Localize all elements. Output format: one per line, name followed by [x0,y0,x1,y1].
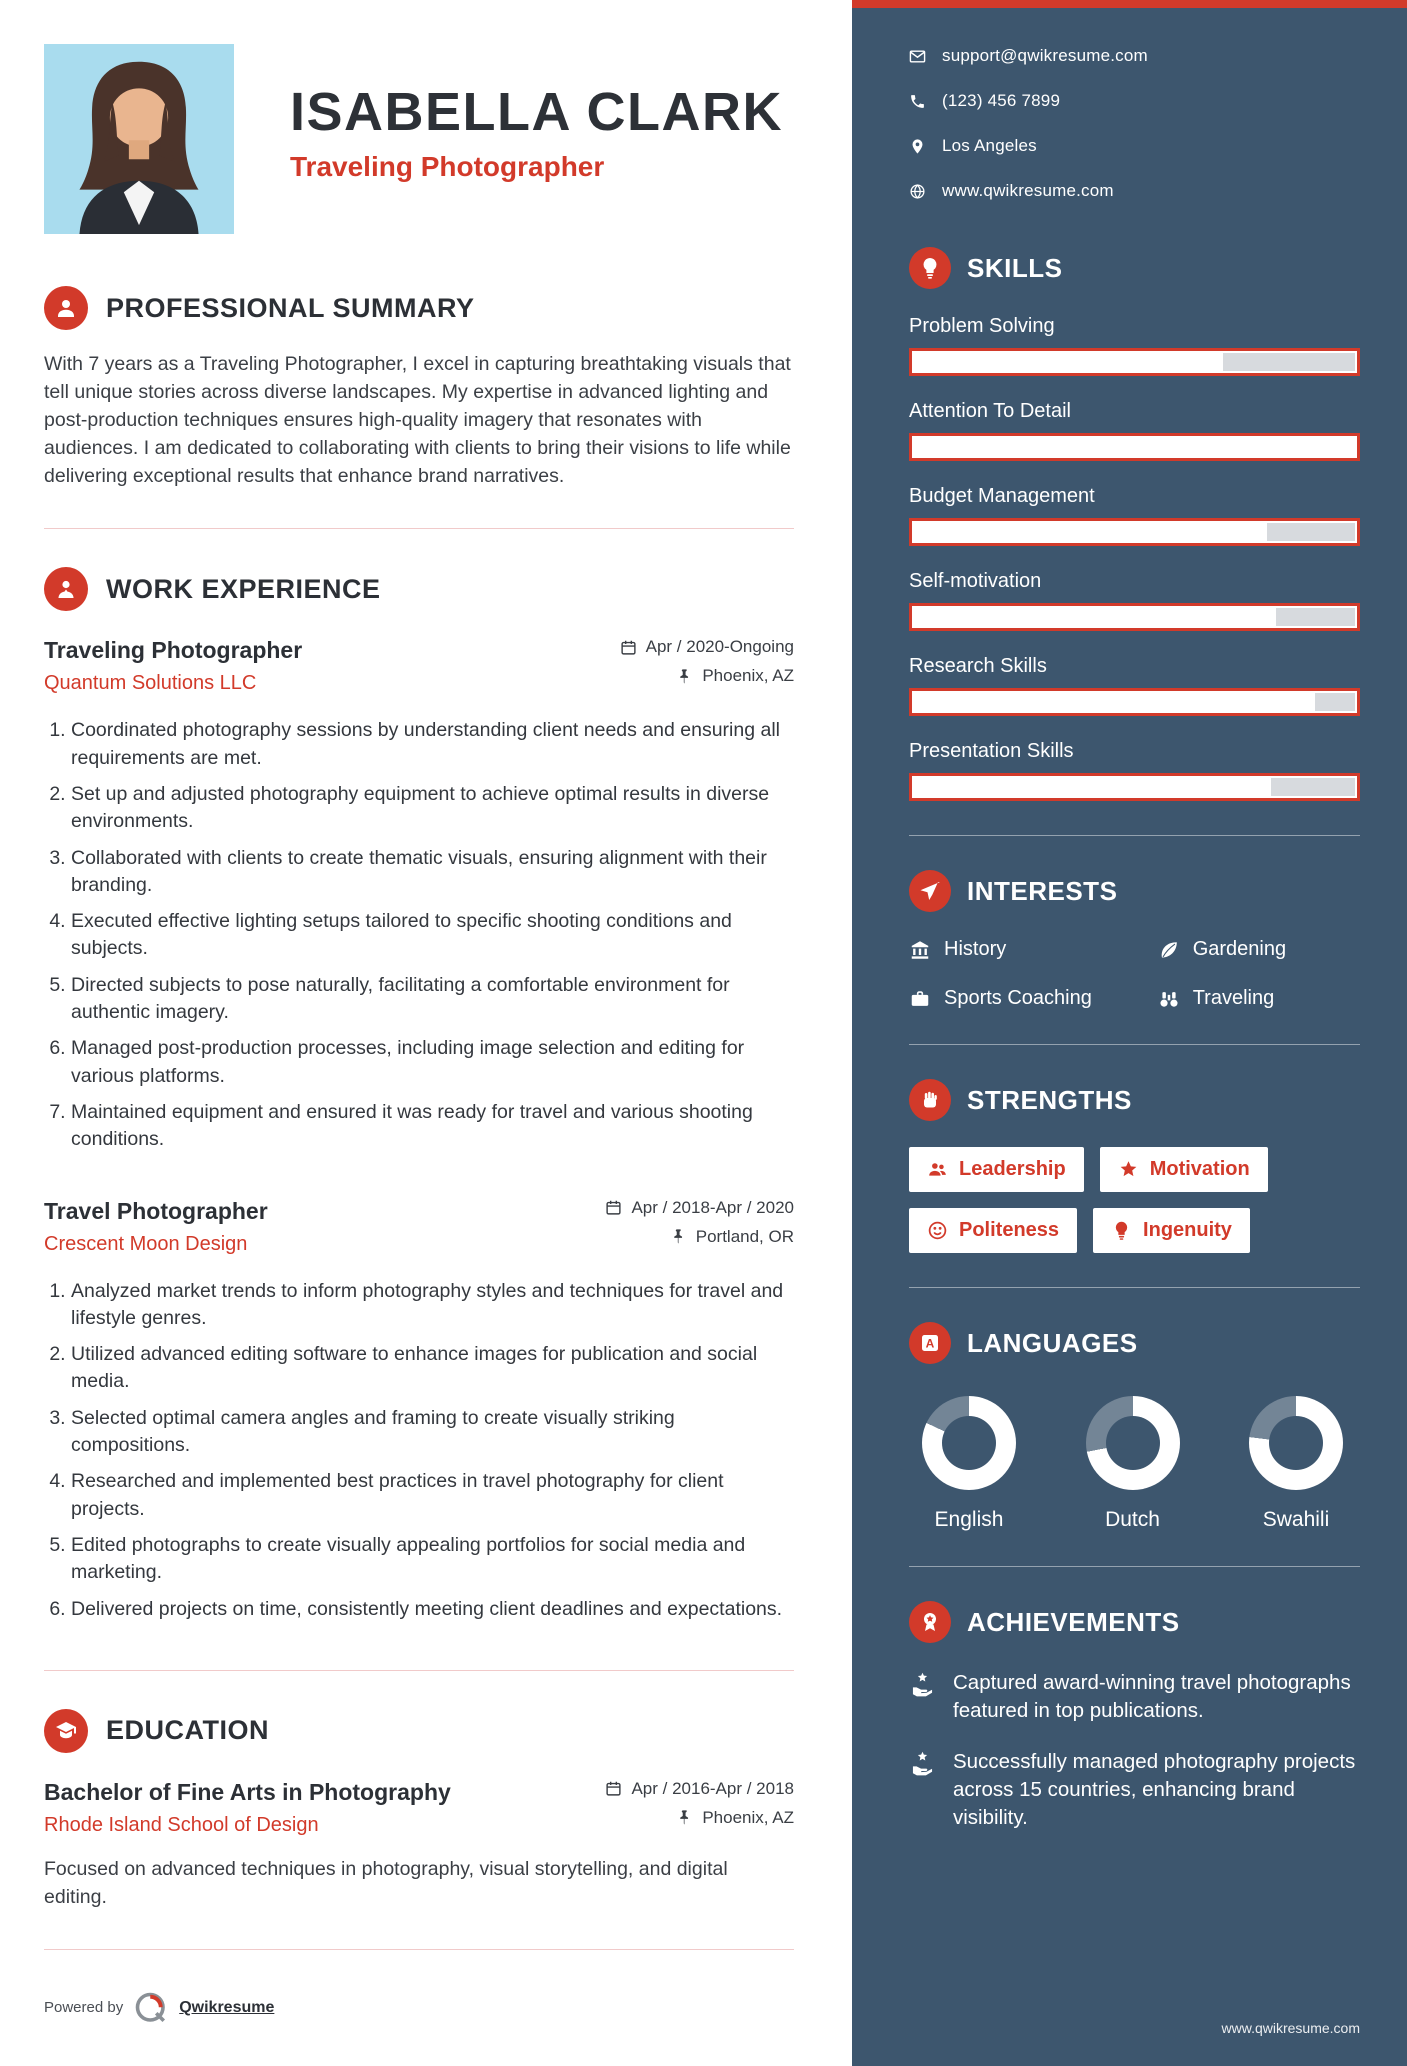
resume-header [44,44,794,234]
languages-row [909,1390,1360,1532]
job-bullet: 2. Set up and adjusted photography equipment to achieve optimal results in diverse environments. [71,781,794,836]
achievement-item [909,1748,1360,1831]
language-item [1073,1396,1193,1532]
education-meta [574,1779,794,1837]
calendar-icon [620,639,637,656]
calendar-icon [605,1780,622,1797]
sidebar-footer-url: www.qwikresume.com [1221,2019,1360,2036]
interest-item [1158,987,1360,1010]
binoculars-icon [1158,988,1180,1010]
job-company: Crescent Moon Design [44,1232,248,1255]
skill-progress-bar [909,773,1360,801]
phone-icon [909,93,926,110]
job-bullet: 5. Directed subjects to pose naturally, facilitating a comfortable environment for authentic imagery. [71,972,794,1027]
achievement-item [909,1669,1360,1724]
job-bullet: 6. Managed post-production processes, including image selection and editing for various platforms. [71,1035,794,1090]
smile-icon [927,1220,948,1241]
education-header [44,1779,794,1837]
strength-label: Politeness [959,1219,1060,1241]
work-heading-row [44,567,794,611]
sidebar-divider [909,1287,1360,1288]
graduate-icon [44,1709,88,1753]
languages-heading-row [909,1322,1360,1364]
achievement-text: Captured award-winning travel photographs featured in top publications. [953,1671,1351,1722]
job-bullet: 4. Executed effective lighting setups tailored to specific shooting conditions and subjects. [71,908,794,963]
job-header [44,637,794,695]
profile-photo-illustration [44,44,234,234]
pushpin-icon [676,668,693,685]
skill-progress-bar [909,688,1360,716]
interest-item [909,987,1148,1010]
language-donut-chart [1086,1396,1180,1490]
museum-icon [909,939,931,961]
work-heading: WORK EXPERIENCE [106,573,381,604]
worker-icon [44,567,88,611]
strengths-heading: STRENGTHS [967,1084,1132,1115]
donut-hole [1269,1416,1323,1470]
achievement-text: Successfully managed photography projects across 15 countries, enhancing brand visibility. [953,1750,1356,1829]
strength-label: Motivation [1149,1158,1250,1180]
job-bullet: 6. Delivered projects on time, consistently meeting client deadlines and expectations. [71,1596,794,1623]
strength-chips [909,1147,1360,1253]
skill-label: Self-motivation [909,570,1042,592]
envelope-icon [909,48,926,65]
name-block [290,44,783,234]
language-label: Dutch [1105,1508,1160,1531]
interests-section [909,870,1360,1010]
qwikresume-logo [133,1990,169,2026]
job-bullet: 1. Analyzed market trends to inform photography styles and techniques for travel and lifestyle genres. [71,1278,794,1333]
job-location-row [574,666,794,686]
job-bullet-list [44,1278,794,1623]
strength-label: Ingenuity [1143,1219,1232,1241]
person-name: ISABELLA CLARK [290,82,783,142]
interests-heading: INTERESTS [967,875,1118,906]
languages-section [909,1322,1360,1532]
education-section [44,1709,794,1911]
profile-photo [44,44,234,234]
language-donut-chart [1249,1396,1343,1490]
resume-sidebar [852,0,1407,2066]
skill-item [909,315,1360,376]
skill-progress-bar [909,348,1360,376]
sidebar-divider [909,835,1360,836]
skill-label: Research Skills [909,655,1047,677]
skill-label: Budget Management [909,485,1095,507]
pushpin-icon [670,1228,687,1245]
strength-chip [1093,1208,1250,1253]
contact-email[interactable]: support@qwikresume.com [942,46,1148,65]
qwikresume-link[interactable]: Qwikresume [179,1998,275,2016]
education-heading: EDUCATION [106,1715,269,1746]
svg-text:A: A [925,1336,935,1351]
interest-label: History [944,938,1007,960]
briefcase-icon [909,988,931,1010]
job-bullet: 2. Utilized advanced editing software to enhance images for publication and social media. [71,1341,794,1396]
interest-label: Traveling [1192,987,1275,1009]
education-degree: Bachelor of Fine Arts in Photography [44,1778,451,1805]
job-meta [574,637,794,695]
contact-location-row [909,136,1360,156]
globe-icon [909,183,926,200]
award-hand-icon [909,1671,936,1698]
skills-heading: SKILLS [967,252,1063,283]
achievements-heading: ACHIEVEMENTS [967,1606,1180,1637]
skill-item [909,400,1360,461]
fist-icon [909,1079,951,1121]
education-school: Rhode Island School of Design [44,1813,319,1836]
pushpin-icon [676,1809,693,1826]
interests-grid [909,938,1360,1010]
job-bullet-list [44,717,794,1153]
language-item [909,1396,1029,1532]
donut-hole [1106,1416,1160,1470]
skill-progress-bar [909,518,1360,546]
achievements-heading-row [909,1601,1360,1643]
job-company: Quantum Solutions LLC [44,672,257,695]
left-footer [44,1950,794,2026]
skill-label: Problem Solving [909,315,1055,337]
language-label: Swahili [1262,1508,1330,1531]
user-icon [44,286,88,330]
skill-progress-bar [909,603,1360,631]
strength-chip [909,1208,1077,1253]
star-icon [1118,1159,1139,1180]
sidebar-divider [909,1044,1360,1045]
job-entry [44,637,794,1153]
job-title: Travel Photographer [44,1197,268,1224]
strength-chip [1100,1147,1268,1192]
job-dates: Apr / 2018-Apr / 2020 [631,1197,794,1217]
job-location: Phoenix, AZ [702,666,794,686]
contact-location: Los Angeles [942,136,1037,155]
person-job-title: Traveling Photographer [290,150,605,182]
summary-heading-row [44,286,794,330]
paper-plane-icon [909,870,951,912]
skill-item [909,570,1360,631]
education-description: Focused on advanced techniques in photography, visual storytelling, and digital editing. [44,1857,728,1908]
skill-progress-bar [909,433,1360,461]
strength-label: Leadership [959,1158,1066,1180]
contact-email-row[interactable] [909,46,1360,66]
interest-label: Sports Coaching [944,987,1092,1009]
contact-website-row[interactable] [909,181,1360,201]
job-dates-row [574,1198,794,1218]
job-bullet: 1. Coordinated photography sessions by understanding client needs and ensuring all requirements are met. [71,717,794,772]
summary-heading: PROFESSIONAL SUMMARY [106,292,475,323]
education-dates-row [574,1779,794,1799]
strength-chip [909,1147,1084,1192]
skill-item [909,485,1360,546]
skills-section [909,247,1360,801]
job-header [44,1198,794,1256]
job-entry [44,1198,794,1623]
skill-label: Presentation Skills [909,740,1074,762]
leaf-icon [1158,939,1180,961]
job-meta [574,1198,794,1256]
contact-phone-row[interactable] [909,91,1360,111]
users-icon [927,1159,948,1180]
work-section [44,567,794,1631]
job-bullet: 3. Collaborated with clients to create thematic visuals, ensuring alignment with their branding. [71,845,794,900]
translate-icon [909,1322,951,1364]
map-pin-icon [909,138,926,155]
summary-section [44,286,794,490]
sidebar-divider [909,1566,1360,1567]
strengths-heading-row [909,1079,1360,1121]
contact-section [909,46,1360,201]
job-dates-row [574,637,794,657]
job-bullet: 4. Researched and implemented best practices in travel photography for client projects. [71,1468,794,1523]
interest-item [1158,938,1360,961]
powered-by-label: Powered by [44,1999,124,2017]
job-bullet: 5. Edited photographs to create visually appealing portfolios for social media and marketing. [71,1532,794,1587]
summary-text: With 7 years as a Traveling Photographer, I excel in capturing breathtaking visuals that tell unique stories across diverse landscapes. My expertise in advanced lighting and post-production techniques ensures high-quality imagery that resonates with audiences. I am dedicated to collaborating with clients to bring their visions to life while delivering exceptional results that enhance brand narratives. [44,353,791,488]
languages-heading: LANGUAGES [967,1327,1138,1358]
language-donut-chart [922,1396,1016,1490]
education-location: Phoenix, AZ [702,1807,794,1827]
job-location-row [574,1227,794,1247]
award-hand-icon [909,1750,936,1777]
job-title: Traveling Photographer [44,637,303,664]
section-divider [44,528,794,529]
donut-hole [942,1416,996,1470]
job-bullet: 7. Maintained equipment and ensured it was ready for travel and various shooting conditions. [71,1099,794,1154]
interests-heading-row [909,870,1360,912]
contact-phone[interactable]: (123) 456 7899 [942,91,1061,110]
achievements-section [909,1601,1360,1831]
strengths-section [909,1079,1360,1253]
education-entry [44,1779,794,1911]
education-dates: Apr / 2016-Apr / 2018 [631,1778,794,1798]
skills-heading-row [909,247,1360,289]
skill-item [909,655,1360,716]
job-dates: Apr / 2020-Ongoing [645,637,794,657]
skill-item [909,740,1360,801]
education-heading-row [44,1709,794,1753]
interest-label: Gardening [1192,938,1287,960]
medal-star-icon [909,1601,951,1643]
job-bullet: 3. Selected optimal camera angles and framing to create visually striking compositions. [71,1405,794,1460]
calendar-icon [605,1199,622,1216]
contact-website[interactable]: www.qwikresume.com [942,181,1114,200]
interest-item [909,938,1148,961]
section-divider [44,1670,794,1671]
job-location: Portland, OR [695,1226,794,1246]
bulb-icon [1111,1220,1132,1241]
lightbulb-icon [909,247,951,289]
language-label: English [934,1508,1004,1531]
education-location-row [574,1808,794,1828]
language-item [1236,1396,1356,1532]
skill-label: Attention To Detail [909,400,1071,422]
